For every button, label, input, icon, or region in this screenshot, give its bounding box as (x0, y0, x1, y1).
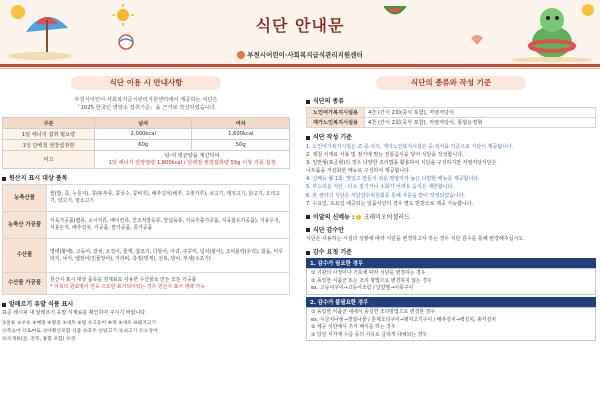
list-item: 5. 부드러운 식단 : 다소 질기거나 소화가 어려운 음식은 제한합니다. (306, 184, 454, 191)
review-not-needed-body (306, 307, 596, 341)
origin-section-title (2, 173, 290, 182)
list-item: ② 제공 식단에서 주가 배식을 하는 경우 (311, 324, 396, 331)
nutrition-cell: 1일 에너지 섭취 필요량 (3, 129, 95, 140)
intro-line-1: 부천시어린이·사회복지급식관리지원센터에서 제공하는 식단은 (74, 97, 218, 103)
intro-text (2, 96, 290, 112)
change-section-title (306, 247, 596, 256)
list-item: ex. 시금치나물→깻잎나물 / 훈제오리구이→돼지고기구이 / 배추김치→백김치, 총각김치 (311, 316, 497, 323)
origin-items: 식육가공품(햄류, 소시지류, 베이컨류, 건조저장육류, 양념육류, 식육추출가공품, 식육함유가공품), 식용우지, 식용돈지, 배추김치, 가공품, 쌀가공품, 콩가공품 (47, 212, 290, 239)
section-pill-guide: 식단 이용 시 안내사항 (71, 76, 221, 90)
table-row (3, 273, 290, 295)
menu-kind-table (306, 107, 596, 128)
kind-title-text: 식단의 종류 (313, 98, 345, 105)
new-menu-label: 이달의 신메뉴 : (313, 213, 355, 221)
list-item: ① 기관의 사정이나 기호에 따라 식단을 변경하는 경우 (311, 270, 426, 277)
header-banner (0, 0, 600, 64)
allergen-line-2: ⑪복숭아 ⑫토마토 ⑬아황산포함 식품 ⑭호두 ⑮닭고기 ⑯쇠고기 ⑰오징어 (2, 328, 158, 334)
list-item: ③ 당일 식자재 수급 등의 사유로 급하게 대체되는 경우 (311, 331, 428, 338)
criteria-section-title (306, 132, 596, 141)
table-row (3, 129, 290, 140)
list-item: 6. 본 센터의 식단은 식단감수위원회를 통해 자문을 받아 작성되었습니다. (306, 192, 466, 199)
kind-value: 4찬 (간식 2회(죽식 포함), 저염저당식, 통합운영형 (365, 118, 596, 128)
square-bullet-icon (2, 177, 6, 181)
origin-items-line: 원산지 표시 대상 품목을 원재료로 사용한 수산물로 만든 모든 가공품 (50, 276, 197, 283)
origin-category: 농축산물 (3, 185, 47, 212)
origin-items: 명태(황태), 고등어, 갈치, 오징어, 꽃게, 참조기, 다랑어, 아귀, 주꾸미, 넙치(광어), 조피볼락(우럭), 참돔, 미꾸라지, 낙지, 뱀장어(민물장어), 가리비, 측정(멍게), 전복, 방어, 부세(수조기) (47, 239, 290, 273)
review-needed-header: 1. 감수가 필요한 경우 (306, 258, 596, 268)
table-row (3, 185, 290, 212)
organization-label: 부천시어린이·사회복지급식관리지원센터 (247, 51, 363, 59)
use-text: 식단은 사용하는 시설의 상황에 따라 식단을 변경하고자 하는 경우 식단 감수를 통해 변경해주십시오. (306, 235, 525, 242)
nutrition-note-line-2: 1일 에너지 권장열량 1,800kcal / 단백질 권장섭취량 55g 이상 기준 설정 (108, 159, 276, 166)
nutrition-note-label: 비고 (3, 151, 95, 169)
origin-items (47, 273, 290, 295)
nutrition-note (95, 151, 290, 169)
origin-category: 농축산 가공품 (3, 212, 47, 239)
organization-name (0, 50, 600, 59)
header-subdivider (0, 68, 600, 69)
ball-icon (118, 34, 134, 50)
criteria-title-text: 식단 작성 기준 (313, 134, 352, 141)
allergy-title-text: 알레르기 유발 식품 표시 (9, 301, 74, 308)
intro-line-2: 「2025 한국인 영양소 섭취기준」을 근거로 작성하였습니다. (75, 105, 217, 111)
allergen-line-3: ⑱조개류(굴, 전복, 홍합 포함) ⑲잣 (2, 336, 76, 342)
list-item: 1. 노인여가복지시설은 조·중·석식, 재가노인복지시설은 중·석식을 기준으로 식단이 제공됩니다. (306, 144, 514, 150)
origin-table (2, 184, 290, 295)
square-bullet-icon (306, 215, 310, 219)
header-divider (0, 64, 600, 67)
allergy-intro: 표준 레시피 내 알레르기 유발 식재료를 확인하여 주시기 바랍니다. (2, 310, 147, 316)
section-pill-criteria: 식단의 종류와 작성 기준 (376, 76, 526, 90)
nutrition-cell: 1일 단백질 권장섭취량 (3, 140, 95, 151)
review-not-needed-header: 2. 감수가 불필요한 경우 (306, 297, 596, 307)
origin-category: 수산물 가공품 (3, 273, 47, 295)
right-column (306, 76, 596, 412)
use-section-title (306, 225, 596, 234)
kind-section-title (306, 96, 596, 105)
list-item: 2. 제철 식재료 사용 및 절기에 맞는 전통음식을 넣어 식단을 작성합니다. (306, 152, 464, 159)
origin-title-text: 원산지 표시 대상 품목 (9, 175, 68, 182)
nutrition-header: 구분 (3, 118, 95, 129)
left-column (2, 76, 290, 412)
new-menu-value: 크래미오이샐러드 (363, 213, 410, 221)
list-item: ex. 고등어구이→고등어조림 / 달걀찜→어묵구이 (311, 285, 414, 292)
square-bullet-icon (2, 303, 6, 307)
origin-items-note: * 어묵의 원료명이 연육·으로만 표기되어있는 경우 원산지 표시 생략 가능 (50, 283, 205, 290)
nutrition-header: 남자 (95, 118, 192, 129)
kind-value: 4찬 (간식 2회(죽식 포함), 저염저당식 (365, 108, 596, 118)
kind-label: 재가노인복지시설용 (307, 118, 365, 128)
allergy-section-title (2, 299, 290, 308)
square-bullet-icon (306, 251, 310, 255)
table-row (307, 108, 596, 118)
list-item: ① 동일한 식품군 내에서 동일한 조리방법으로 변경한 경우 (311, 309, 435, 316)
list-item: 4. 신메뉴 월 1회: 맛있고 만들기 쉬운 영양가가 높은 다양한 메뉴를 제공합니다. (306, 176, 480, 183)
nutrition-cell: 60g (95, 140, 192, 151)
use-title-text: 식단 감수안 (313, 226, 345, 234)
table-row (3, 151, 290, 169)
table-row (3, 212, 290, 239)
square-bullet-icon (306, 136, 310, 140)
kind-label: 노인여가복지시설용 (307, 108, 365, 118)
list-item: ② 동일한 식품군 또는 조리 방법으로 변경하지 않는 경우 (311, 277, 432, 284)
square-bullet-icon (306, 228, 310, 232)
page-title: 식단 안내문 (255, 16, 345, 35)
table-row (3, 140, 290, 151)
organization-logo-icon (237, 51, 245, 59)
smile-icon (356, 215, 361, 220)
nutrition-cell: 1,600kcal (192, 129, 290, 140)
list-item: 나트륨을 저감화한 메뉴로 구성하여 제공합니다. (306, 168, 411, 175)
table-row (3, 239, 290, 273)
nutrition-table (2, 117, 290, 169)
origin-items: 쌀(밥, 죽, 누룽지), 콩(두부류, 콩국수, 콩비지), 배추김치(배추, 고춧가루), 쇠고기, 돼지고기, 닭고기, 오리고기, 양고기, 염소고기 (47, 185, 290, 212)
nutrition-header: 여자 (192, 118, 290, 129)
change-title-text: 감수 요청 기준 (313, 249, 352, 257)
new-menu-line (306, 212, 596, 221)
review-needed-body (306, 268, 596, 295)
table-row (307, 118, 596, 128)
nutrition-cell: 2,000kcal (95, 129, 192, 140)
criteria-list (306, 143, 596, 208)
nutrition-note-line-1: 남·여 평균량을 계산하여 (164, 152, 220, 159)
list-item: 3. 일반형(표준형)의 경우 다양한 조리법을 활용하여 식단을 구성하지만 저염저당식단은 (306, 160, 497, 167)
origin-category: 수산물 (3, 239, 47, 273)
nutrition-cell: 50g (192, 140, 290, 151)
list-item: 7. 수요일, 토요일 제공되는 일품식단의 경우 별도 반찬으로 제공 가능합니다. (306, 200, 474, 207)
allergen-list (2, 320, 290, 344)
square-bullet-icon (306, 100, 310, 104)
allergen-line-1: ①알류 ②우유 ③메밀 ④땅콩 ⑤대두 ⑥밀 ⑦고등어 ⑧게 ⑨새우 ⑩돼지고기 (2, 320, 157, 326)
